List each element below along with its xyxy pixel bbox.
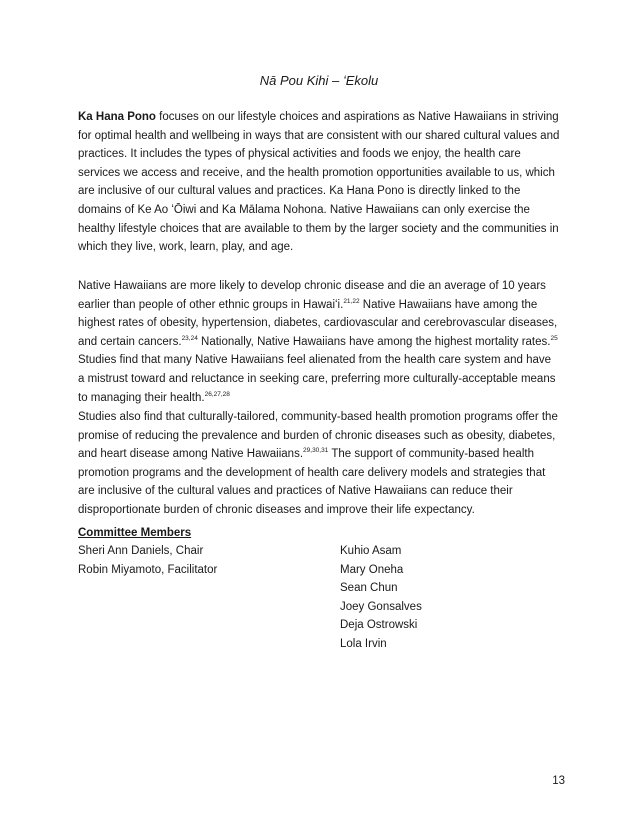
citation-ref: 26,27,28 <box>204 390 230 398</box>
committee-member: Mary Oneha <box>340 563 404 576</box>
citation-ref: 25 <box>550 334 558 342</box>
committee-member: Sheri Ann Daniels, Chair <box>78 545 204 557</box>
paragraph-ka-hana-pono <box>78 108 560 257</box>
paragraph-text: Native Hawaiians are more likely to develop chronic disease and die an average of 10 years earlier than people of other ethnic groups in Hawaiʻi. <box>78 280 546 311</box>
committee-member: Lola Irvin <box>340 637 387 650</box>
page-title: Nā Pou Kihi – ʻEkolu <box>259 73 379 88</box>
paragraph-text: Studies also find that culturally-tailored, community-based health promotion programs offer the promise of reducing the prevalence and burden of chronic diseases such as obesity, diabetes, and heart disease among Native Hawaiians. <box>78 411 558 461</box>
paragraph-text: Studies find that many Native Hawaiians feel alienated from the health care system and have a mistrust toward and reluctance in seeking care, preferring more culturally-acceptable means to managing their health. <box>78 354 556 404</box>
citation-ref: 21,22 <box>343 297 360 305</box>
paragraph-text: Native Hawaiians have among the highest rates of obesity, hypertension, diabetes, cardiovascular and cerebrovascular diseases, and certain cancers. <box>78 298 558 348</box>
committee-left-column <box>78 542 217 579</box>
paragraph-lead-term: Ka Hana Pono <box>78 111 156 123</box>
committee-member: Deja Ostrowski <box>340 619 418 632</box>
committee-member: Kuhio Asam <box>340 545 402 557</box>
committee-member: Robin Miyamoto, Facilitator <box>78 563 218 576</box>
citation-ref: 23,24 <box>181 334 198 342</box>
committee-member: Sean Chun <box>340 582 398 595</box>
committee-member: Joey Gonsalves <box>340 600 422 613</box>
citation-ref: 29,30,31 <box>303 447 329 455</box>
paragraph-text: Nationally, Native Hawaiians have among the highest mortality rates. <box>197 335 551 348</box>
committee-right-column <box>340 542 422 654</box>
paragraph-chronic-disease <box>78 277 560 407</box>
paragraph-health-promotion <box>78 408 560 520</box>
committee-heading: Committee Members <box>78 527 192 539</box>
page-number: 13 <box>552 775 565 787</box>
paragraph-text: focuses on our lifestyle choices and aspirations as Native Hawaiians in striving for optimal health and wellbeing in ways that are consistent with our shared cultural values and practices. It includes the types of physical activities and foods we enjoy, the health care services we access and receive, and the health promotion opportunities available to us, which are inclusive of our cultural values and practices. Ka Hana Pono is directly linked to the domains of Ke Ao ʻŌiwi and Ka Mālama Nohona. Native Hawaiians can only exercise the healthy lifestyle choices that are available to them by the larger society and the communities in which they live, work, learn, play, and age. <box>78 111 560 254</box>
paragraph-text: The support of community-based health promotion programs and the development of health care delivery models and strategies that are inclusive of the cultural values and practices of Native Hawaiians can reduce their disproportionate burden of chronic diseases and improve their life expectancy. <box>78 448 546 516</box>
